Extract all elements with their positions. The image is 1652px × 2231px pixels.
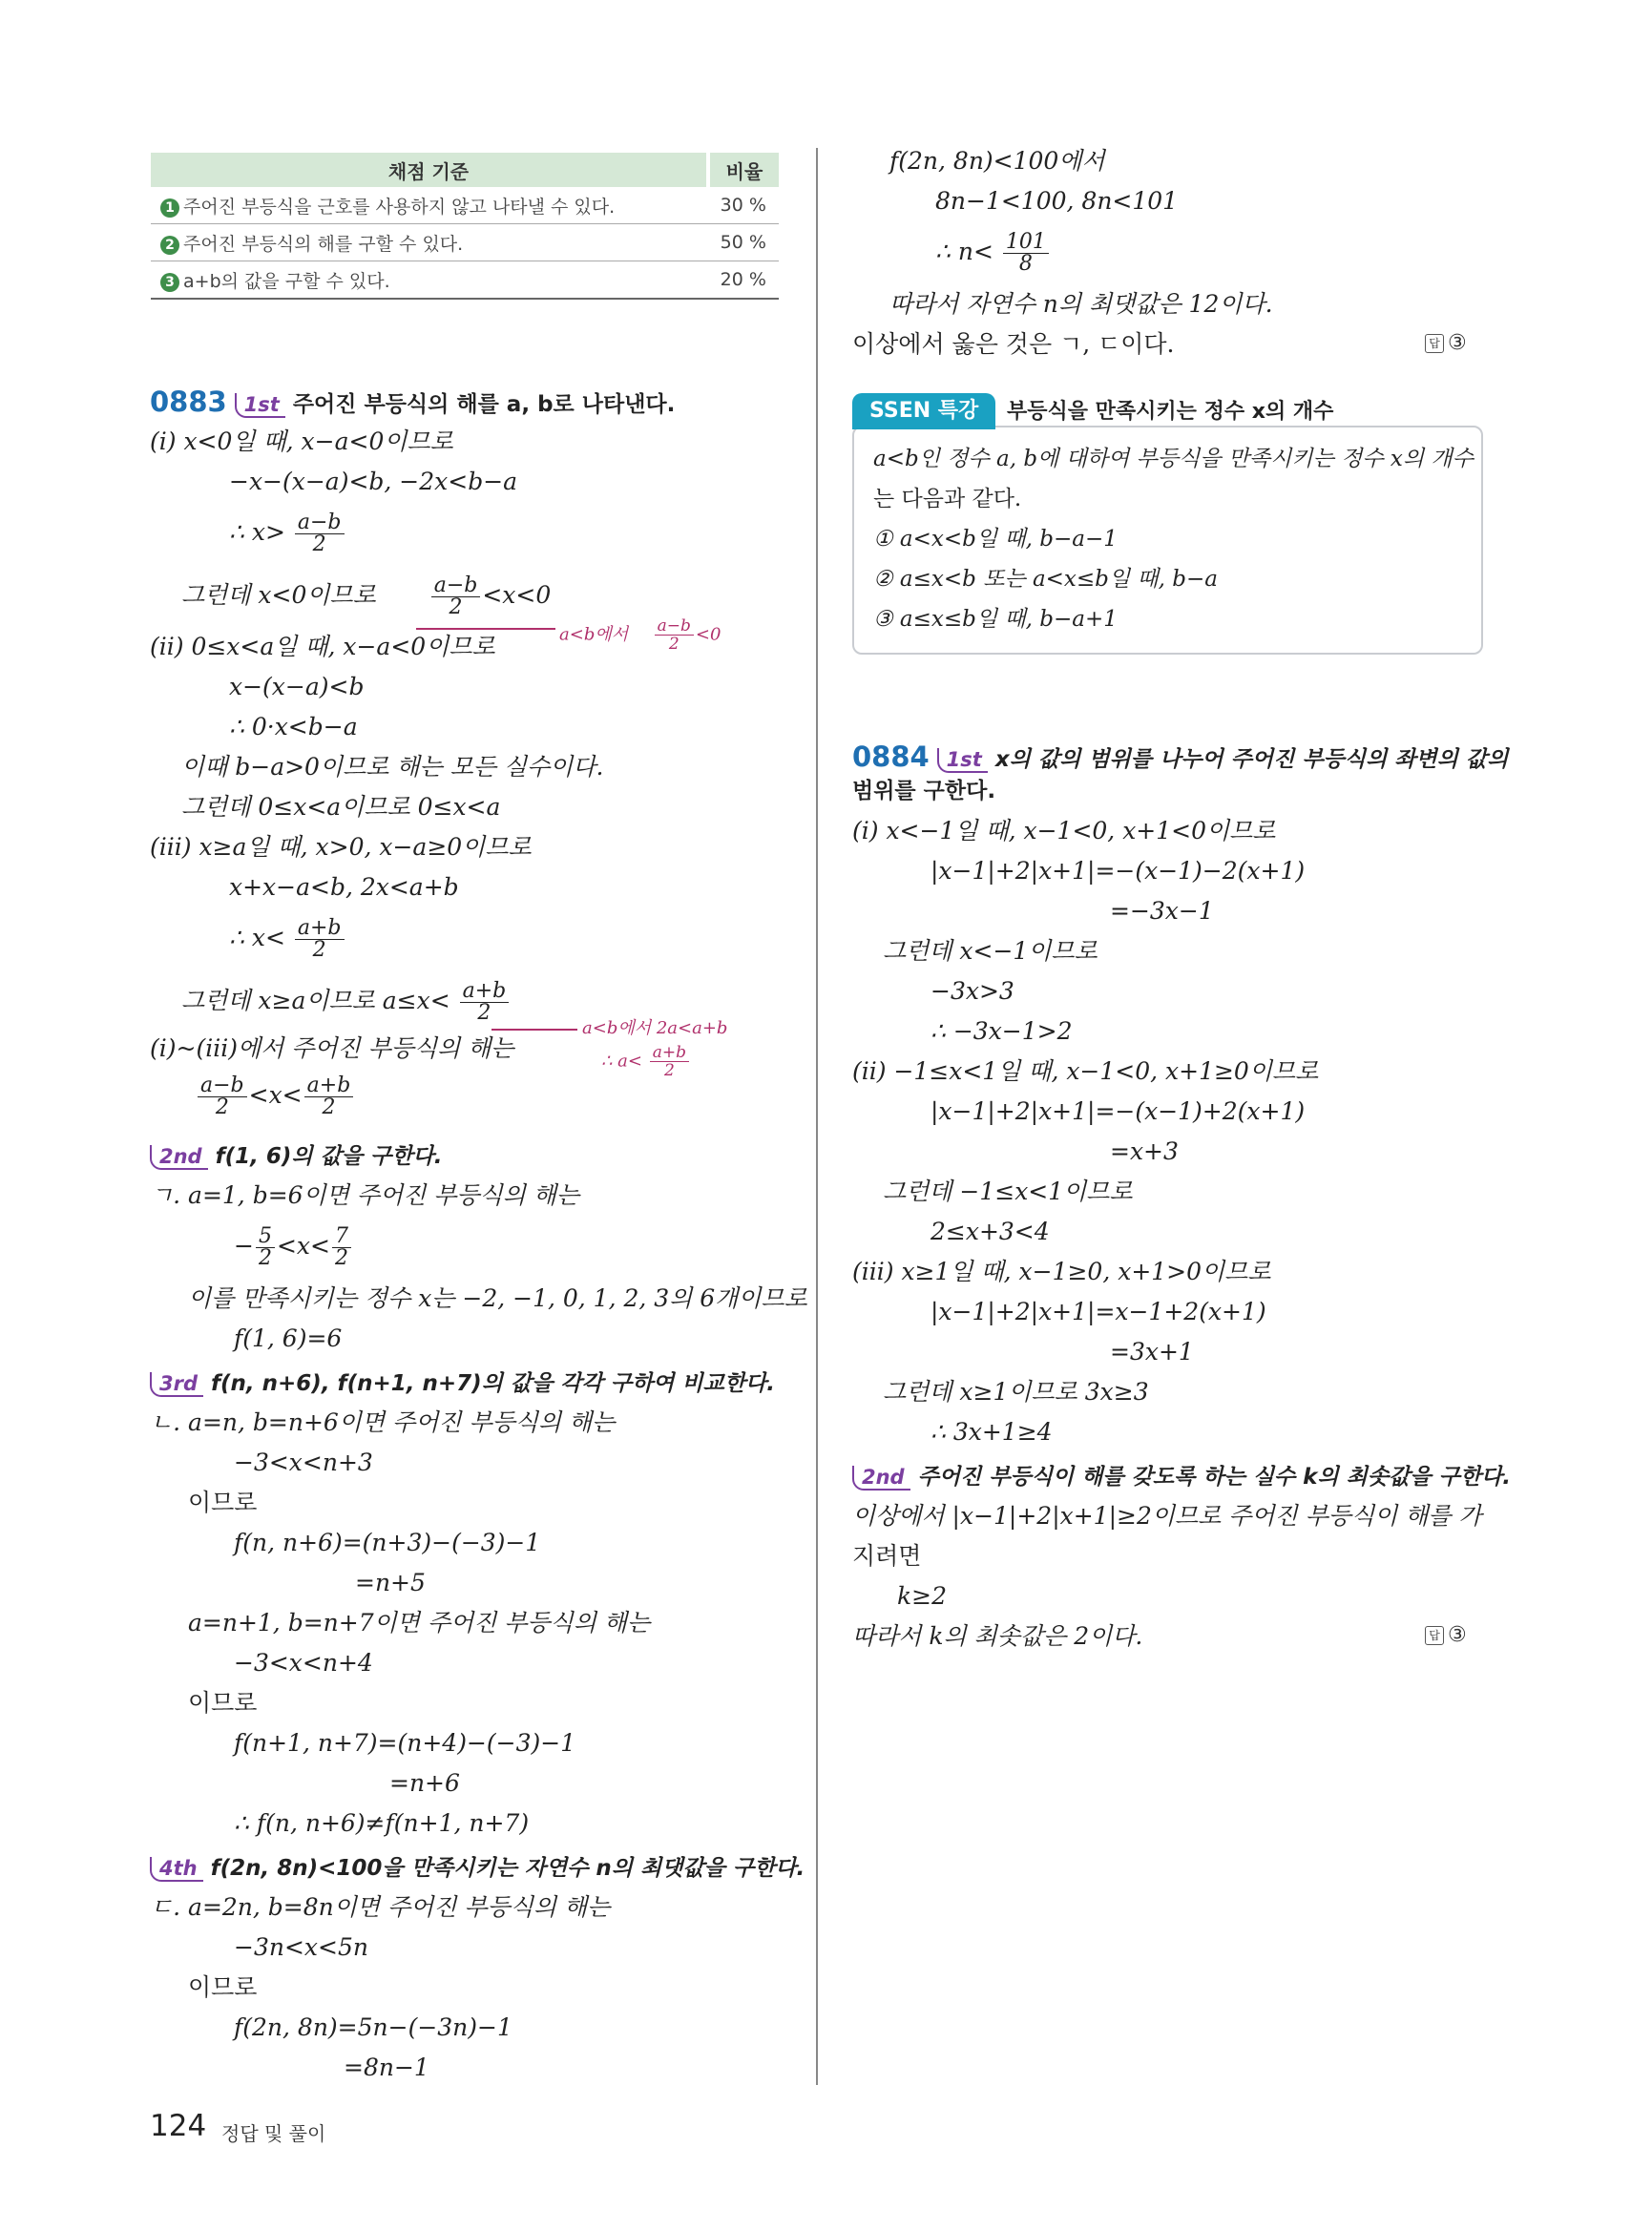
annotation-note: a<b에서 2a<a+b (582, 1018, 728, 1038)
fraction (295, 918, 345, 961)
solution-line: 그런데 0≤x<a이므로 0≤x<a (181, 793, 501, 821)
answer-value: ③ (1448, 1623, 1467, 1647)
solution-line: f(n, n+6)=(n+3)−(−3)−1 (234, 1529, 541, 1556)
numerator: a−b (431, 575, 481, 597)
solution-line: =3x+1 (1110, 1338, 1194, 1366)
step-badge: 2nd (150, 1145, 208, 1170)
numerator: 7 (332, 1226, 351, 1248)
solution-line: 이상에서 |x−1|+2|x+1|≥2이므로 주어진 부등식이 해를 가 (852, 1502, 1482, 1530)
solution-text: ∴ n< (935, 238, 993, 265)
fraction (304, 1075, 354, 1118)
solution-text: ∴ x< (229, 924, 285, 951)
solution-line: f(2n, 8n)=5n−(−3n)−1 (234, 2013, 512, 2041)
annotation-note (601, 1044, 691, 1079)
denominator: 2 (312, 938, 326, 962)
solution-line: =x+3 (1110, 1137, 1179, 1165)
answer-mark (1425, 331, 1467, 355)
problem-number: 0883 (150, 386, 227, 418)
solution-text: 그런데 x<0이므로 (181, 581, 376, 609)
ssen-line: ① a<x<b일 때, b−a−1 (873, 527, 1118, 552)
grading-row (151, 261, 779, 300)
numerator: a+b (304, 1075, 354, 1097)
denominator: 2 (477, 1001, 491, 1025)
solution-line: −3<x<n+3 (234, 1449, 373, 1476)
solution-line (229, 918, 346, 961)
numerator: a−b (655, 617, 694, 636)
grading-ratio: 20 % (708, 261, 779, 300)
fraction (256, 1226, 275, 1269)
solution-line: a=n+1, b=n+7이면 주어진 부등식의 해는 (188, 1609, 651, 1637)
solution-line: =n+5 (355, 1569, 426, 1596)
grading-row (151, 187, 779, 224)
solution-line: 지려면 (852, 1542, 922, 1570)
solution-line: =n+6 (389, 1769, 460, 1797)
denominator: 2 (663, 1061, 675, 1080)
denominator: 2 (449, 595, 463, 619)
solution-line: ∴ f(n, n+6)≠f(n+1, n+7) (234, 1809, 530, 1837)
solution-line: 이를 만족시키는 정수 x는 −2, −1, 0, 1, 2, 3의 6개이므로 (188, 1284, 807, 1312)
annotation-line (416, 628, 555, 630)
solution-line: ㄱ. a=1, b=6이면 주어진 부등식의 해는 (150, 1181, 580, 1209)
step-header (150, 1140, 442, 1172)
grading-criterion: 주어진 부등식을 근호를 사용하지 않고 나타낼 수 있다. (183, 196, 616, 218)
denominator: 2 (334, 1246, 348, 1270)
solution-text: <x<0 (482, 581, 552, 609)
solution-line: (ⅲ) x≥a일 때, x>0, x−a≥0이므로 (150, 833, 532, 861)
page-number: 124 (150, 2109, 207, 2143)
denominator: 2 (258, 1246, 272, 1270)
solution-line: ∴ 0·x<b−a (229, 713, 358, 740)
fraction (431, 575, 481, 618)
problem-number: 0884 (852, 740, 930, 773)
solution-line: 그런데 −1≤x<1이므로 (883, 1178, 1133, 1205)
solution-line: 그런데 x<−1이므로 (883, 937, 1098, 965)
solution-text: <x< (276, 1232, 330, 1260)
numerator: a+b (460, 981, 510, 1003)
solution-line: (ⅱ) 0≤x<a일 때, x−a<0이므로 (150, 633, 495, 660)
answer-mark (1425, 1623, 1467, 1647)
denominator: 2 (312, 532, 326, 556)
solution-line (196, 1075, 355, 1118)
solution-line: =8n−1 (344, 2054, 429, 2081)
solution-line: 8n−1<100, 8n<101 (935, 187, 1179, 215)
solution-line (229, 512, 346, 555)
solution-line: f(n+1, n+7)=(n+4)−(−3)−1 (234, 1729, 576, 1757)
numerator: a+b (295, 918, 345, 940)
solution-line: ㄷ. a=2n, b=8n이면 주어진 부등식의 해는 (150, 1893, 611, 1921)
step-title: f(1, 6)의 값을 구한다. (215, 1144, 443, 1169)
solution-line: 이므로 (188, 1689, 258, 1717)
step-title-continued: 범위를 구한다. (852, 779, 996, 803)
solution-text: <x< (248, 1081, 303, 1109)
annotation-text: ∴ a< (601, 1051, 642, 1072)
annotation-text: a<b에서 (559, 624, 629, 645)
step-title: 주어진 부등식의 해를 a, b로 나타낸다. (292, 392, 676, 417)
step-header (852, 1461, 1511, 1492)
annotation-note (559, 617, 721, 653)
grading-header-criteria: 채점 기준 (151, 153, 708, 187)
step-badge: 4th (150, 1857, 203, 1882)
number-badge: 2 (160, 236, 179, 255)
ssen-title: 부등식을 만족시키는 정수 x의 개수 (1007, 400, 1334, 424)
solution-line: 이때 b−a>0이므로 해는 모든 실수이다. (181, 753, 604, 781)
grading-table (151, 153, 779, 300)
grading-row (151, 224, 779, 261)
solution-line: 따라서 k의 최솟값은 2이다. (852, 1622, 1143, 1650)
solution-line: f(2n, 8n)<100에서 (889, 147, 1105, 175)
grading-header-ratio: 비율 (708, 153, 779, 187)
solution-line: 2≤x+3<4 (931, 1218, 1050, 1245)
solution-line: 이므로 (188, 1489, 258, 1516)
solution-line: 따라서 자연수 n의 최댓값은 12이다. (889, 290, 1273, 318)
solution-line: x−(x−a)<b (229, 673, 365, 700)
solution-line: k≥2 (897, 1582, 948, 1610)
solution-line (181, 575, 551, 618)
fraction (460, 981, 510, 1024)
ssen-tag: SSEN 특강 (852, 393, 995, 429)
solution-line: −3x>3 (931, 977, 1014, 1005)
fraction (198, 1075, 247, 1118)
step-header (150, 1852, 805, 1884)
numerator: 101 (1003, 232, 1049, 254)
solution-line: 그런데 x≥1이므로 3x≥3 (883, 1378, 1149, 1406)
step-title: x의 값의 범위를 나누어 주어진 부등식의 좌변의 값의 (994, 747, 1509, 772)
step-header (150, 1367, 775, 1399)
answer-icon: 답 (1425, 1626, 1444, 1645)
step-title: f(2n, 8n)<100을 만족시키는 자연수 n의 최댓값을 구한다. (210, 1856, 805, 1881)
solution-line: x+x−a<b, 2x<a+b (229, 873, 459, 901)
numerator: 5 (256, 1226, 275, 1248)
annotation-line (491, 1029, 577, 1031)
solution-line: ∴ 3x+1≥4 (931, 1418, 1053, 1446)
solution-line: f(1, 6)=6 (234, 1324, 343, 1352)
solution-line: −3n<x<5n (234, 1933, 368, 1961)
numerator: a−b (198, 1075, 247, 1097)
grading-ratio: 30 % (708, 187, 779, 224)
solution-line (181, 981, 511, 1024)
solution-line (234, 1226, 353, 1269)
solution-line: |x−1|+2|x+1|=−(x−1)−2(x+1) (931, 857, 1306, 885)
annotation-text: <0 (695, 624, 721, 645)
answer-icon: 답 (1425, 334, 1444, 353)
fraction (295, 512, 345, 555)
denominator: 8 (1018, 252, 1033, 276)
denominator: 2 (215, 1095, 229, 1119)
solution-line: 이상에서 옳은 것은 ㄱ, ㄷ이다. (852, 330, 1175, 358)
problem-header (150, 386, 675, 420)
step-badge: 2nd (852, 1466, 910, 1491)
solution-line: (ⅰ) x<0일 때, x−a<0이므로 (150, 427, 453, 455)
step-title: f(n, n+6), f(n+1, n+7)의 값을 각각 구하여 비교한다. (211, 1371, 776, 1396)
solution-line (935, 232, 1051, 275)
solution-line: (ⅰ)~(ⅲ)에서 주어진 부등식의 해는 (150, 1034, 514, 1062)
solution-line: =−3x−1 (1110, 897, 1214, 925)
solution-text: ∴ x> (229, 518, 285, 546)
denominator: 2 (322, 1095, 336, 1119)
step-title: 주어진 부등식이 해를 갖도록 하는 실수 k의 최솟값을 구한다. (917, 1465, 1511, 1490)
footer-label: 정답 및 풀이 (221, 2122, 326, 2145)
solution-line: ㄴ. a=n, b=n+6이면 주어진 부등식의 해는 (150, 1408, 616, 1436)
step-badge: 1st (235, 393, 285, 418)
numerator: a−b (295, 512, 345, 534)
denominator: 2 (668, 635, 680, 654)
ssen-line: ② a≤x<b 또는 a<x≤b일 때, b−a (873, 567, 1218, 592)
ssen-line: 는 다음과 같다. (873, 487, 1022, 511)
fraction (650, 1044, 689, 1079)
problem-header (852, 741, 1508, 775)
number-badge: 3 (160, 273, 179, 292)
fraction (655, 617, 694, 653)
ssen-line: a<b인 정수 a, b에 대하여 부등식을 만족시키는 정수 x의 개수 (873, 447, 1474, 471)
step-badge: 1st (937, 748, 988, 773)
fraction (332, 1226, 351, 1269)
number-badge: 1 (160, 198, 179, 218)
grading-criterion: 주어진 부등식의 해를 구할 수 있다. (183, 233, 464, 255)
column-divider (816, 148, 818, 2085)
solution-line: (ⅲ) x≥1일 때, x−1≥0, x+1>0이므로 (852, 1258, 1271, 1285)
solution-line: (ⅰ) x<−1일 때, x−1<0, x+1<0이므로 (852, 817, 1276, 844)
solution-line: −3<x<n+4 (234, 1649, 373, 1677)
grading-criterion: a+b의 값을 구할 수 있다. (183, 270, 390, 292)
solution-text: − (234, 1232, 254, 1260)
solution-line: ∴ −3x−1>2 (931, 1017, 1073, 1045)
solution-line: 이므로 (188, 1973, 258, 2001)
solution-line: (ⅱ) −1≤x<1일 때, x−1<0, x+1≥0이므로 (852, 1057, 1319, 1085)
answer-value: ③ (1448, 331, 1467, 355)
solution-text: 그런데 x≥a이므로 a≤x< (181, 987, 450, 1014)
solution-line: |x−1|+2|x+1|=−(x−1)+2(x+1) (931, 1097, 1306, 1125)
solution-line: −x−(x−a)<b, −2x<b−a (229, 468, 518, 495)
step-badge: 3rd (150, 1372, 203, 1397)
grading-ratio: 50 % (708, 224, 779, 261)
numerator: a+b (650, 1044, 689, 1062)
solution-line: |x−1|+2|x+1|=x−1+2(x+1) (931, 1298, 1266, 1325)
ssen-line: ③ a≤x≤b일 때, b−a+1 (873, 607, 1118, 632)
fraction (1003, 232, 1049, 275)
